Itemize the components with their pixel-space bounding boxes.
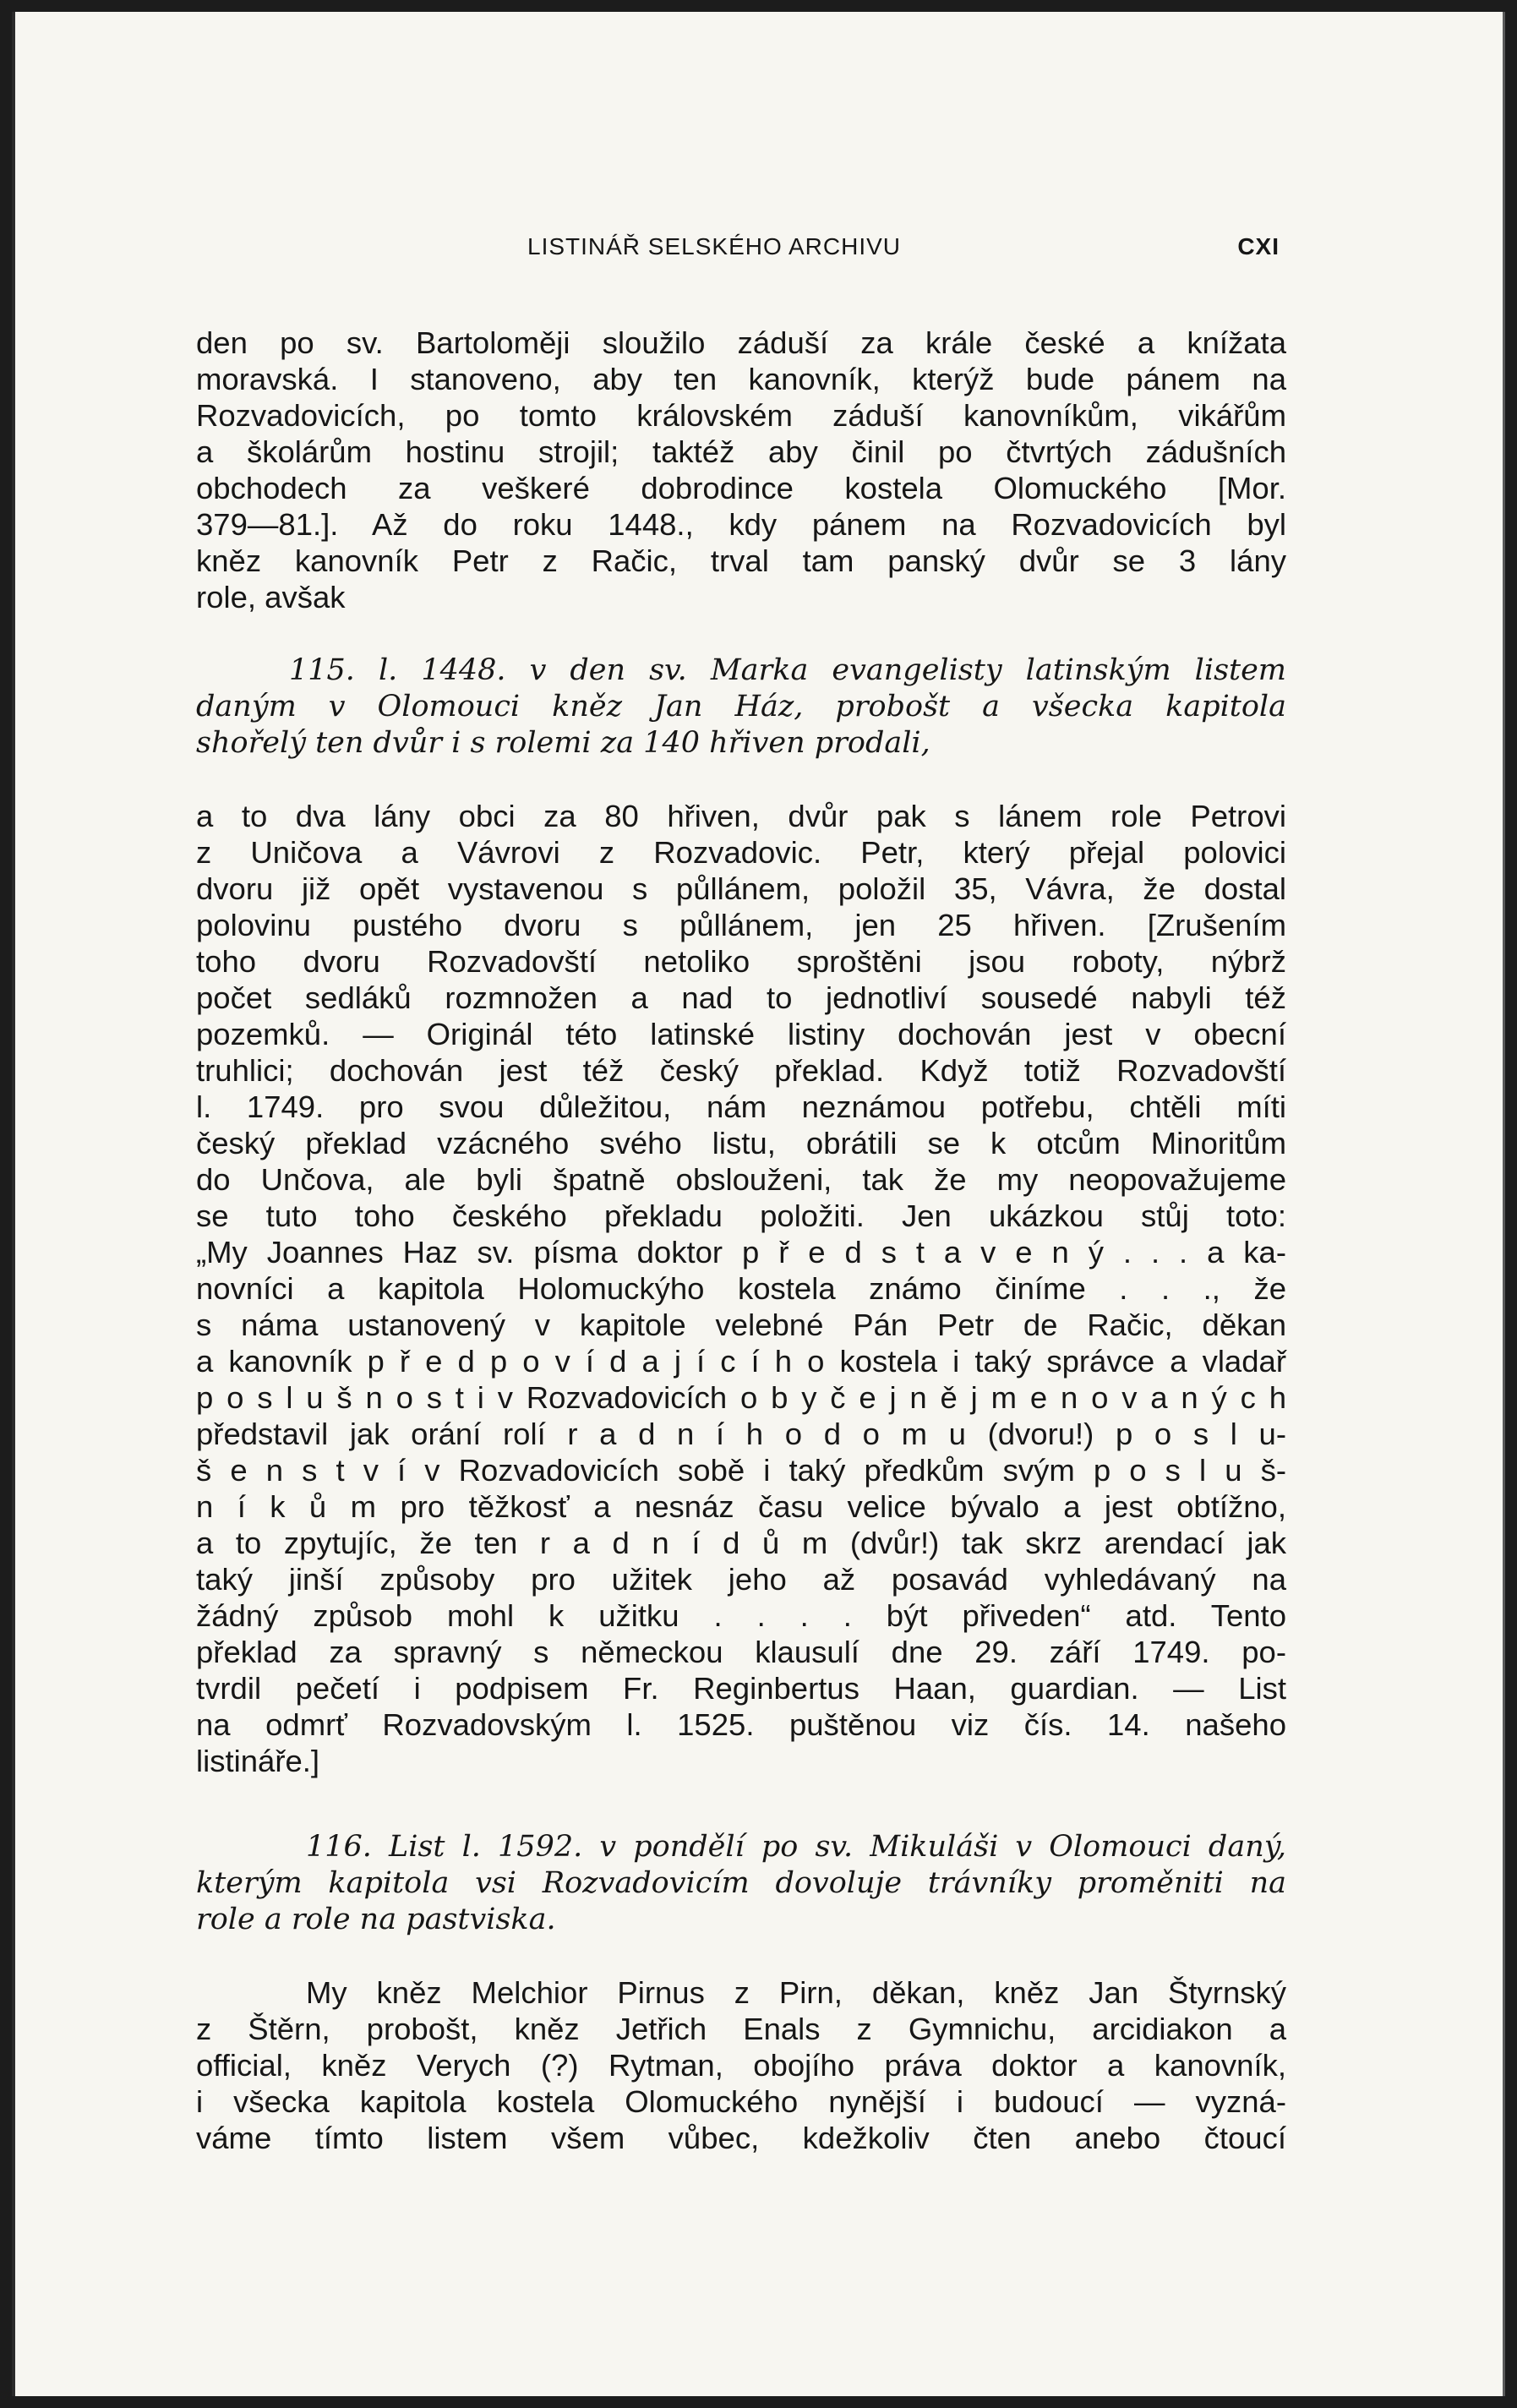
text-line: tvrdil pečetí i podpisem Fr. Reginbertus Haan, guardian. — List <box>196 1671 1286 1706</box>
text-line: den po sv. Bartoloměji sloužilo záduší za krále české a knížata <box>196 325 1286 360</box>
text-line: 115. l. 1448. v den sv. Marka evangelisty latinským listem <box>289 653 1286 687</box>
text-line: s náma ustanovený v kapitole velebné Pán Petr de Račic, děkan <box>196 1308 1286 1342</box>
text-line: počet sedláků rozmnožen a nad to jednotliví sousedé nabyli též <box>196 980 1286 1015</box>
text-line: listináře.] <box>196 1744 320 1778</box>
text-line: My kněz Melchior Pirnus z Pirn, děkan, kněz Jan Štyrnský <box>306 1975 1286 2010</box>
paragraph-main <box>196 798 1286 1779</box>
text-line: shořelý ten dvůr i s rolemi za 140 hřiven prodali, <box>196 726 930 760</box>
text-line: a to zpytujíc, že ten r a d n í d ů m (dvůr!) tak skrz arendací jak <box>196 1526 1286 1560</box>
text-line: a kanovník p ř e d p o v í d a j í c í h o kostela i taký správce a vladař <box>196 1344 1286 1379</box>
paragraph-continuation <box>196 325 1286 615</box>
text-line: 379—81.]. Až do roku 1448., kdy pánem na Rozvadovicích byl <box>196 507 1286 542</box>
text-line: role a role na pastviska. <box>196 1903 556 1936</box>
text-line: dvoru již opět vystavenou s půllánem, položil 35, Vávra, že dostal <box>196 871 1286 906</box>
page-edge-right <box>1503 12 1505 2396</box>
text-line: official, kněz Verych (?) Rytman, obojího práva doktor a kanovník, <box>196 2048 1286 2083</box>
text-line: žádný způsob mohl k užitku . . . . být přiveden“ atd. Tento <box>196 1598 1286 1633</box>
text-line: toho dvoru Rozvadovští netoliko sproštěni jsou roboty, nýbrž <box>196 944 1286 979</box>
text-line: pozemků. — Originál této latinské listiny dochován jest v obecní <box>196 1017 1286 1051</box>
page-edge-left <box>12 12 15 2396</box>
text-line: kněz kanovník Petr z Račic, trval tam panský dvůr se 3 lány <box>196 543 1286 578</box>
text-line: na odmrť Rozvadovským l. 1525. puštěnou viz čís. 14. našeho <box>196 1707 1286 1742</box>
text-line: n í k ů m pro těžkosť a nesnáz času velice bývalo a jest obtížno, <box>196 1489 1286 1524</box>
text-line: polovinu pustého dvoru s půllánem, jen 25 hřiven. [Zrušením <box>196 908 1286 942</box>
text-line: role, avšak <box>196 580 346 614</box>
text-line: moravská. I stanoveno, aby ten kanovník, kterýž bude pánem na <box>196 362 1286 396</box>
text-line: obchodech za veškeré dobrodince kostela Olomuckého [Mor. <box>196 471 1286 505</box>
text-line: daným v Olomouci kněz Jan Ház, probošt a všecka kapitola <box>196 690 1286 723</box>
text-line: představil jak orání rolí r a d n í h o d o m u (dvoru!) p o s l u- <box>196 1417 1286 1451</box>
text-line: překlad za spravný s německou klausulí dne 29. září 1749. po- <box>196 1635 1286 1669</box>
text-line: Rozvadovicích, po tomto královském záduší kanovníkům, vikářům <box>196 398 1286 433</box>
page-number: CXI <box>1237 233 1280 259</box>
text-line: z Uničova a Vávrovi z Rozvadovic. Petr, který přejal polovici <box>196 835 1286 870</box>
text-line: „My Joannes Haz sv. písma doktor p ř e d s t a v e n ý . . . a ka- <box>196 1235 1286 1270</box>
text-line: a školárům hostinu strojil; taktéž aby činil po čtvrtých zádušních <box>196 434 1286 469</box>
text-line: do Unčova, ale byli špatně obslouženi, tak že my neopovažujeme <box>196 1162 1286 1197</box>
text-line: kterým kapitola vsi Rozvadovicím dovoluje trávníky proměniti na <box>196 1866 1286 1900</box>
text-line: taký jinší způsoby pro užitek jeho až posavád vyhledávaný na <box>196 1562 1286 1597</box>
text-line: novníci a kapitola Holomuckýho kostela známo činíme . . ., že <box>196 1271 1286 1306</box>
text-line: l. 1749. pro svou důležitou, nám neznámou potřebu, chtěli míti <box>196 1089 1286 1124</box>
text-line: truhlici; dochován jest též český překlad. Když totiž Rozvadovští <box>196 1053 1286 1088</box>
paragraph-charter <box>196 1974 1286 2156</box>
text-line: i všecka kapitola kostela Olomuckého nynější i budoucí — vyzná- <box>196 2084 1286 2119</box>
book-page <box>12 12 1505 2396</box>
regest-116 <box>196 1829 1286 1938</box>
text-line: český překlad vzácného svého listu, obrátili se k otcům Minoritům <box>196 1126 1286 1160</box>
text-line: z Štěrn, probošt, kněz Jetřich Enals z Gymnichu, arcidiakon a <box>196 2012 1286 2046</box>
text-line: váme tímto listem všem vůbec, kdežkoliv čten anebo čtoucí <box>196 2121 1286 2155</box>
text-line: 116. List l. 1592. v pondělí po sv. Mikuláši v Olomouci daný, <box>306 1830 1286 1864</box>
regest-115 <box>196 653 1286 762</box>
text-line: p o s l u š n o s t i v Rozvadovicích o b y č e j n ě j m e n o v a n ý c h <box>196 1380 1286 1415</box>
text-line: se tuto toho českého překladu položiti. Jen ukázkou stůj toto: <box>196 1199 1286 1233</box>
header-title: LISTINÁŘ SELSKÉHO ARCHIVU <box>527 233 902 259</box>
text-line: a to dva lány obci za 80 hřiven, dvůr pak s lánem role Petrovi <box>196 799 1286 833</box>
text-line: š e n s t v í v Rozvadovicích sobě i taký předkům svým p o s l u š- <box>196 1453 1286 1488</box>
